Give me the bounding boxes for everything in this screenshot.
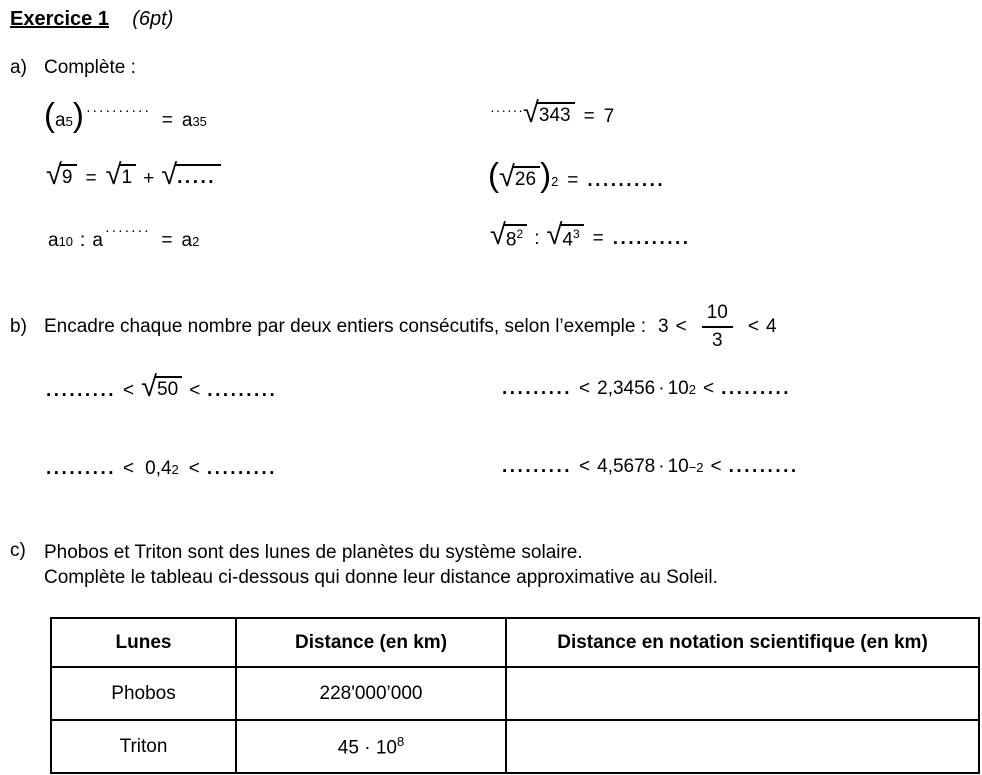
answer-dots: .......... (612, 228, 691, 249)
plus-sign: + (143, 168, 155, 189)
radical (105, 159, 137, 191)
exercise-points: (6pt) (132, 8, 174, 30)
moon-scientific-blank (506, 720, 979, 773)
moon-distance (236, 720, 506, 773)
moon-distance: 228'000’000 (236, 667, 506, 720)
moon-name: Phobos (51, 667, 236, 720)
radicand: 343 (537, 102, 575, 127)
exponent: 5 (65, 114, 73, 129)
power-base: 10 (667, 456, 689, 477)
close-paren: ) (72, 96, 84, 133)
radical-icon: √ (46, 159, 62, 191)
less-than-sign: < (747, 316, 759, 337)
fraction-numerator: 10 (702, 302, 733, 328)
blank-upper-dots: ......... (207, 380, 278, 401)
radical (141, 371, 182, 403)
header-lunes: Lunes (51, 618, 236, 667)
less-than-sign: < (579, 378, 591, 399)
answer-dots: .......... (587, 170, 666, 191)
radicand-exponent: 2 (516, 227, 524, 241)
base: a (55, 110, 66, 131)
section-c-heading (10, 540, 718, 590)
section-a-prompt: Complète : (44, 57, 136, 78)
less-than-sign: < (675, 316, 687, 337)
exponent: 2 (551, 174, 559, 189)
multiplication-dot: · (658, 378, 665, 399)
header-scientific: Distance en notation scientifique (en km) (506, 618, 979, 667)
value: 0,4 (145, 458, 172, 479)
open-paren: ( (44, 96, 55, 133)
equation-sqrt-sum (46, 159, 221, 191)
blank-exponent-dots: ·········· (85, 102, 151, 119)
bracket-item-decimal-square (46, 458, 277, 480)
bracket-item-sqrt50 (46, 371, 278, 403)
radical (46, 159, 77, 191)
section-c-label: c) (10, 540, 26, 561)
section-b-prompt: Encadre chaque nombre par deux entiers consécutifs, selon l’exemple : (44, 316, 647, 337)
radical-icon: √ (546, 219, 563, 251)
example-fraction (702, 302, 733, 352)
exponent: 2 (171, 462, 179, 477)
section-a-heading (10, 57, 136, 79)
radicand: 50 (155, 376, 182, 401)
section-b-label: b) (10, 316, 27, 337)
less-than-sign: < (123, 458, 135, 479)
radical (161, 159, 221, 191)
blank-lower-dots: ......... (502, 378, 573, 399)
radical-icon: √ (141, 371, 158, 403)
radicand-base: 8 (505, 229, 517, 251)
base: a (92, 230, 103, 251)
power-base: 10 (667, 378, 689, 399)
exponent: 10 (58, 234, 74, 249)
mantissa: 2,3456 (597, 378, 656, 399)
bracket-item-sci-negative (502, 456, 799, 478)
moon-scientific-blank (506, 667, 979, 720)
blank-upper-dots: ......... (721, 378, 792, 399)
less-than-sign: < (702, 378, 715, 399)
table-row (51, 667, 979, 720)
power-exponent: −2 (688, 460, 704, 475)
section-c-line1: Phobos et Triton sont des lunes de planètes du système solaire. (44, 542, 583, 563)
radical (490, 219, 527, 251)
equals-sign: = (567, 170, 579, 191)
radicand: 26 (513, 166, 540, 191)
result-base: a (181, 110, 193, 131)
equals-sign: = (161, 230, 173, 251)
blank-lower-dots: ......... (46, 458, 117, 479)
header-distance: Distance (en km) (236, 618, 506, 667)
equals-sign: = (583, 106, 595, 127)
fraction-denominator: 3 (711, 330, 723, 351)
bracket-item-sci-positive (502, 378, 791, 400)
mantissa: 4,5678 (597, 456, 656, 477)
example-right: 4 (765, 316, 777, 337)
distance-exponent: 8 (396, 733, 405, 749)
section-b-heading (10, 302, 777, 352)
blank-upper-dots: ......... (728, 456, 799, 477)
open-paren: ( (488, 156, 499, 193)
radicand: 9 (60, 164, 77, 189)
equals-sign: = (161, 110, 173, 131)
moon-name: Triton (51, 720, 236, 773)
radical-icon: √ (490, 219, 506, 251)
less-than-sign: < (579, 456, 591, 477)
blank-radicand-dots: ..... (175, 164, 221, 189)
radicand-base: 4 (562, 229, 573, 251)
less-than-sign: < (188, 458, 200, 479)
colon-sign: : (80, 230, 86, 251)
radical-icon: √ (499, 161, 515, 193)
table-row (51, 720, 979, 773)
radicand: 1 (120, 164, 137, 189)
blank-lower-dots: ......... (46, 380, 117, 401)
blank-root-index-dots: ······ (490, 102, 524, 118)
result-base: a (181, 230, 193, 251)
section-c-line2: Complète le tableau ci-dessous qui donne leur distance approximative au Soleil. (44, 567, 718, 588)
less-than-sign: < (710, 456, 722, 477)
radicand (504, 224, 527, 251)
radical (522, 97, 575, 129)
radicand-exponent: 3 (572, 227, 580, 241)
radical-icon: √ (105, 159, 122, 191)
equation-root-index (490, 97, 615, 129)
equals-sign: = (592, 228, 604, 249)
exercise-title-label: Exercice 1 (10, 8, 109, 30)
blank-exponent-dots: ······· (104, 222, 151, 239)
distance-base: 45 · 10 (337, 737, 397, 759)
section-c-text (44, 540, 718, 590)
multiplication-dot: · (658, 456, 665, 477)
blank-upper-dots: ......... (206, 458, 277, 479)
blank-lower-dots: ......... (502, 456, 573, 477)
less-than-sign: < (123, 380, 135, 401)
close-paren: ) (540, 156, 552, 193)
radicand (560, 224, 583, 251)
section-a-label: a) (10, 57, 27, 78)
radical (499, 161, 540, 193)
radical (546, 219, 583, 251)
equation-sqrt-ratio (490, 219, 691, 251)
exercise-title (10, 8, 173, 31)
power-exponent: 2 (688, 382, 696, 397)
result-exponent: 2 (192, 234, 200, 249)
table-header-row (51, 618, 979, 667)
less-than-sign: < (189, 380, 201, 401)
example-left: 3 (658, 316, 669, 337)
equation-sqrt-squared (488, 158, 665, 192)
radical-icon: √ (522, 97, 539, 129)
colon-sign: : (534, 228, 540, 249)
moons-distance-table (50, 617, 980, 774)
radical-icon: √ (161, 159, 178, 191)
equals-sign: = (85, 168, 97, 189)
equation-power-dots (44, 98, 207, 132)
equation-power-quotient (48, 222, 200, 252)
base: a (48, 230, 59, 251)
result: 7 (603, 106, 615, 127)
result-exponent: 35 (192, 114, 207, 129)
